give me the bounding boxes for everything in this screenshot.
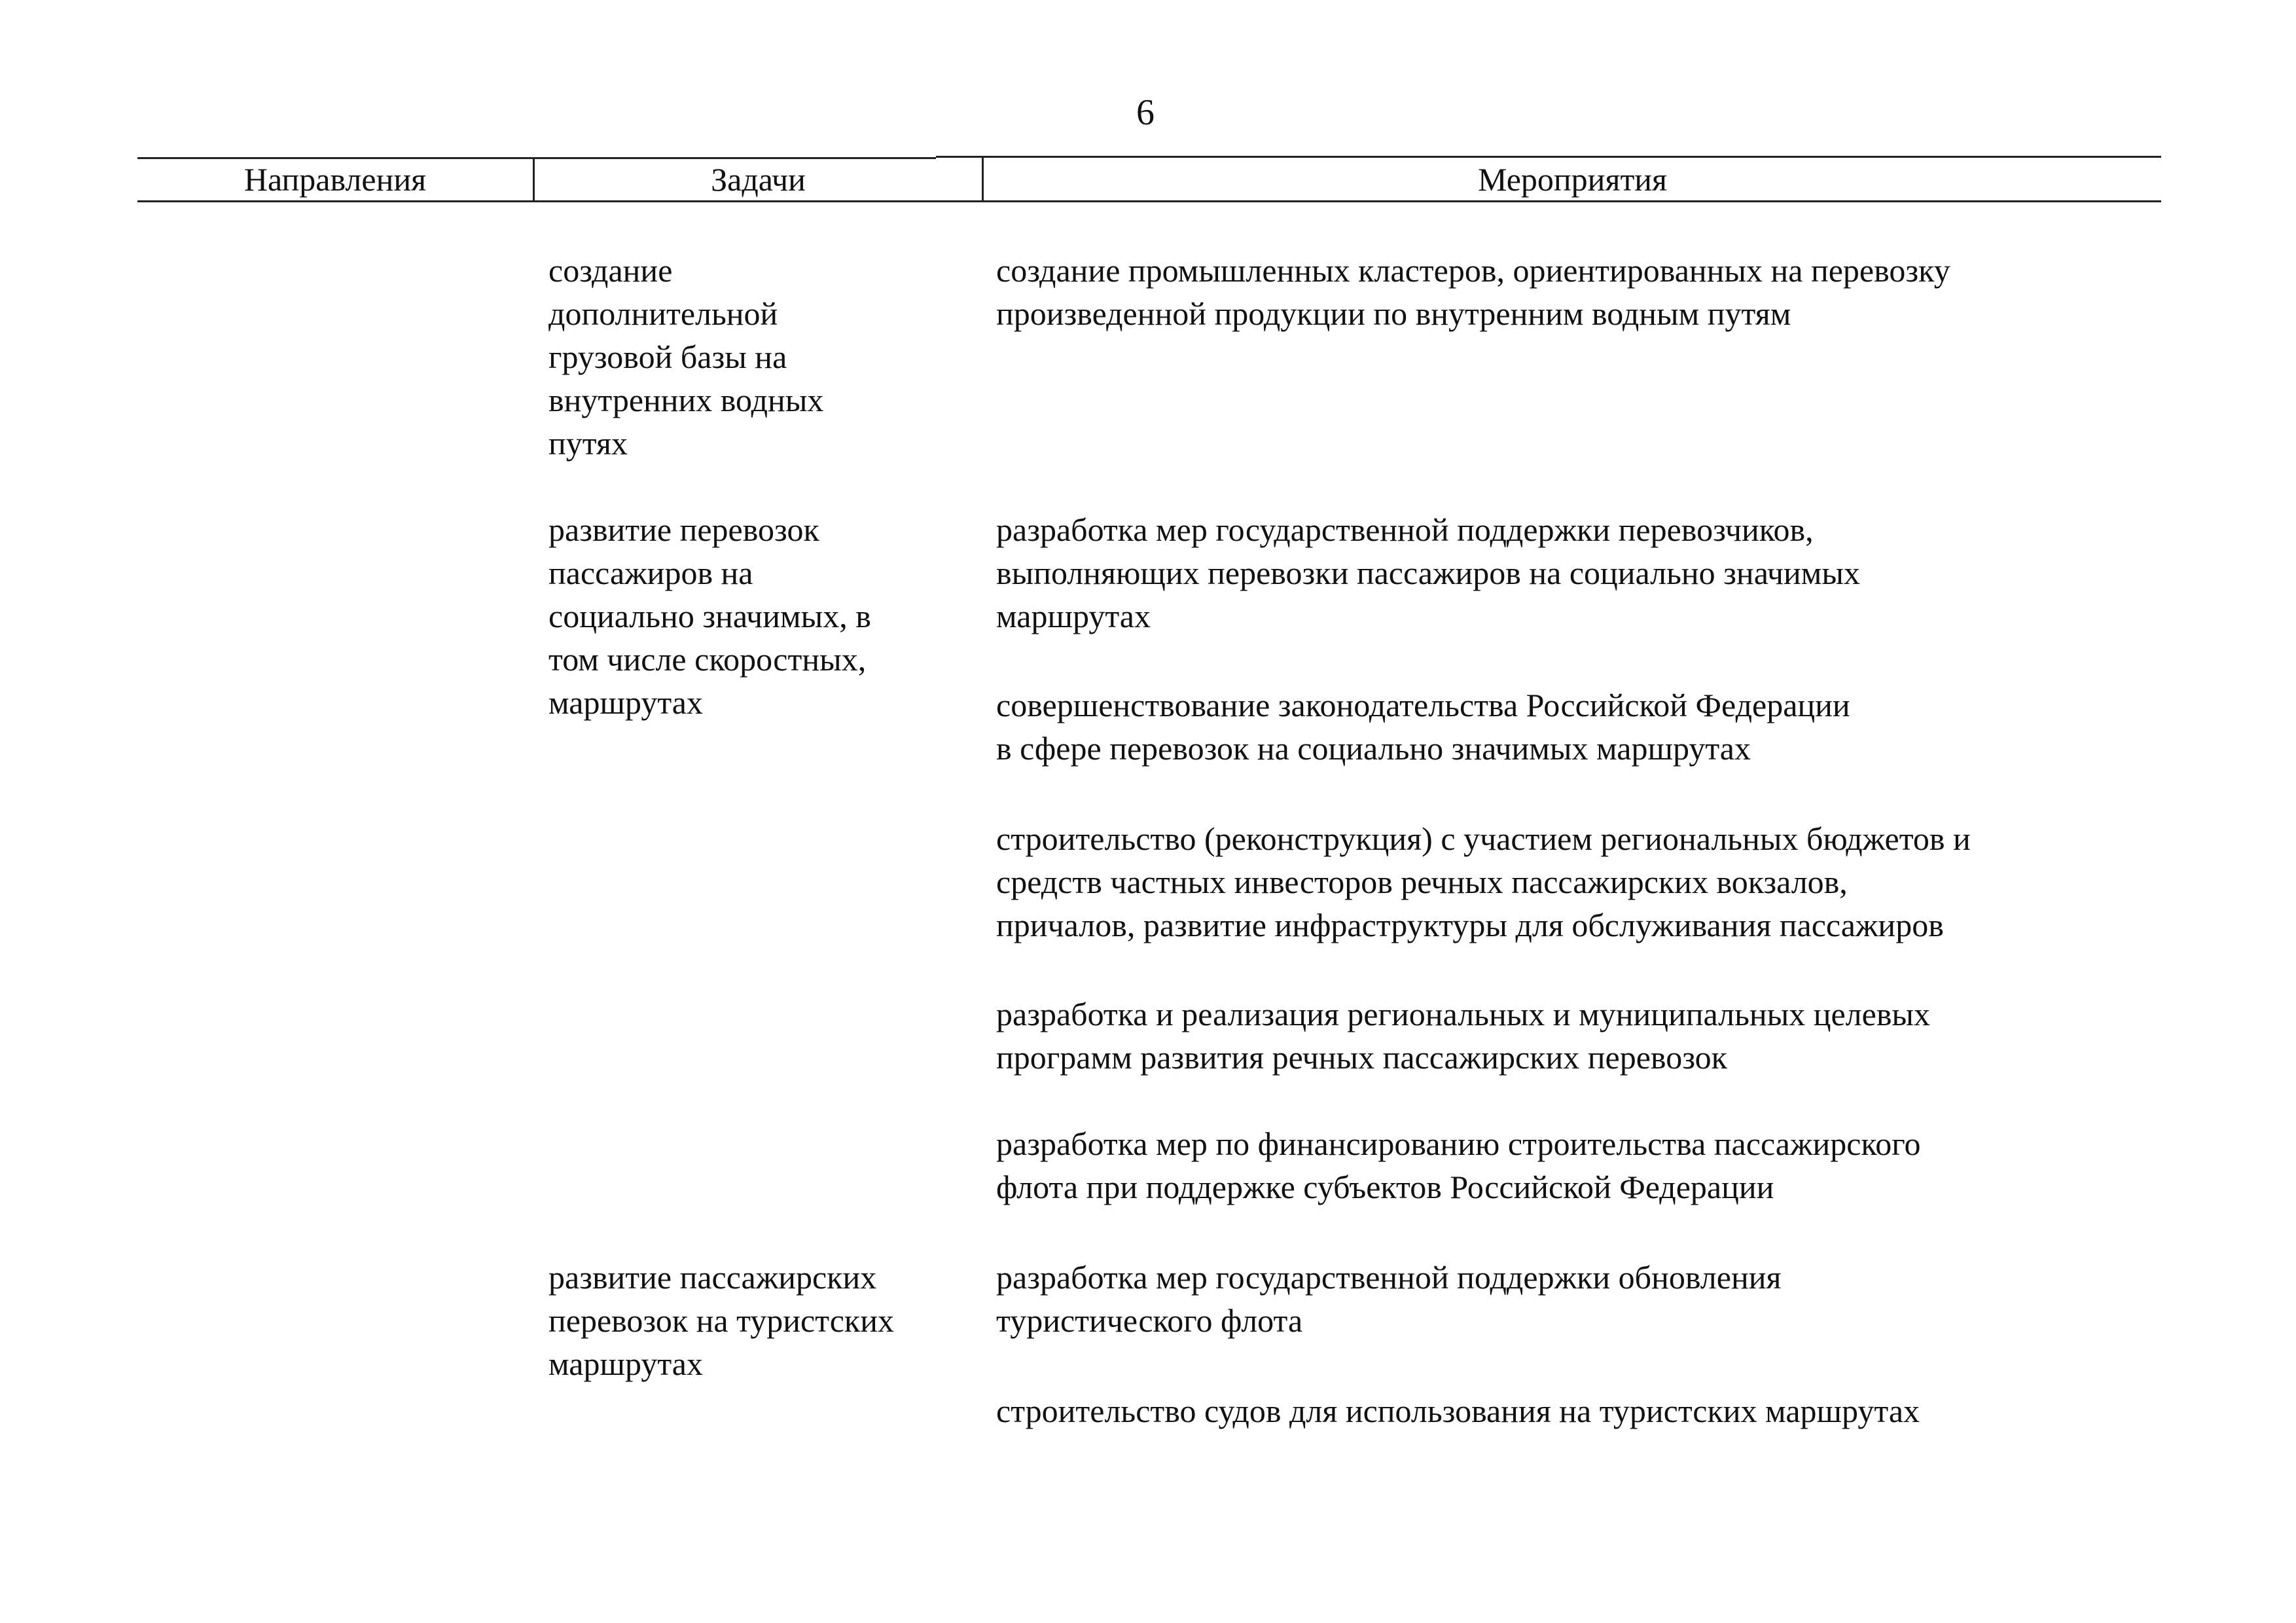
header-directions: Направления xyxy=(243,161,427,198)
measure-fleet-financing: разработка мер по финансированию строительства пассажирского флота при поддержке субъектов Российской Федерации xyxy=(996,1125,1921,1205)
table-top-rule-left xyxy=(137,157,936,159)
measure-target-programs: разработка и реализация региональных и муниципальных целевых программ развития речных пассажирских перевозок xyxy=(996,996,1931,1076)
measure-construction-stations: строительство (реконструкция) с участием региональных бюджетов и средств частных инвесторов речных пассажирских вокзалов, причалов, развитие инфраструктуры для обслуживания пассажиров xyxy=(996,820,1971,943)
header-measures: Мероприятия xyxy=(1477,161,1668,198)
measure-industrial-clusters: создание промышленных кластеров, ориентированных на перевозку произведенной продукции по внутренним водным путям xyxy=(996,252,1950,332)
task-social-routes: развитие перевозок пассажиров на социально значимых, в том числе скоростных, маршрутах xyxy=(548,511,871,721)
page-number: 6 xyxy=(1136,92,1155,133)
task-cargo-base: создание дополнительной грузовой базы на внутренних водных путях xyxy=(548,252,824,462)
measure-tourist-fleet-support: разработка мер государственной поддержки обновления туристического флота xyxy=(996,1259,1782,1339)
table-top-rule-right xyxy=(936,156,2161,158)
header-tasks: Задачи xyxy=(711,161,806,198)
task-tourist-routes: развитие пассажирских перевозок на туристских маршрутах xyxy=(548,1259,894,1382)
measure-carrier-support: разработка мер государственной поддержки перевозчиков, выполняющих перевозки пассажиров на социально значимых маршрутах xyxy=(996,511,1861,634)
measure-ship-construction: строительство судов для использования на туристских маршрутах xyxy=(996,1393,1920,1429)
table-header-bottom-rule xyxy=(137,200,2161,202)
measure-legislation: совершенствование законодательства Российской Федерации в сфере перевозок на социально значимых маршрутах xyxy=(996,687,1850,767)
